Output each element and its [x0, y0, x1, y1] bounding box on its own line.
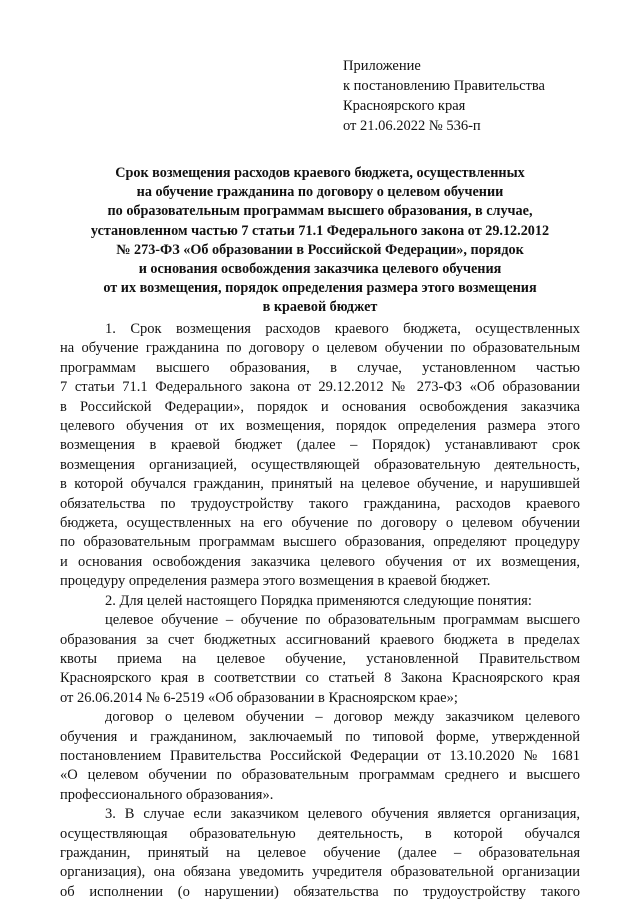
body-line: и основания освобождения заказчика целевого обучения от их возмещения, [60, 553, 580, 570]
appendix-line: к постановлению Правительства [343, 78, 545, 94]
paragraph-3 [60, 611, 580, 708]
title-line: в краевой бюджет [262, 299, 378, 316]
body-line: процедуру определения размера этого возмещения в краевой бюджет. [60, 573, 491, 590]
body-line: на обучение гражданина по договору о целевом обучении по образовательным [60, 340, 580, 357]
paragraph-2 [60, 592, 580, 611]
body-line: 3. В случае если заказчиком целевого обучения является организация, [105, 806, 580, 823]
appendix-line: Красноярского края [343, 98, 466, 114]
title-line: по образовательным программам высшего образования, в случае, [107, 203, 533, 220]
body-line: в Российской Федерации», порядок и основания освобождения заказчика [60, 398, 580, 415]
paragraph-1 [60, 320, 580, 592]
title-line: от их возмещения, порядок определения размера этого возмещения [103, 280, 537, 297]
title-line: установленном частью 7 статьи 71.1 Федерального закона от 29.12.2012 [90, 222, 550, 239]
body-line: осуществляющая образовательную деятельность, в которой обучался [60, 825, 580, 842]
body-line: организация), она обязана уведомить учредителя образовательной организации [60, 864, 580, 881]
body-line: 1. Срок возмещения расходов краевого бюджета, осуществленных [105, 321, 580, 337]
appendix-line: от 21.06.2022 № 536-п [343, 118, 481, 134]
body-line: программам высшего образования, в случае, установленном частью [60, 359, 580, 376]
document-title [60, 164, 580, 318]
body-line: 7 статьи 71.1 Федерального закона от 29.12.2012 № 273-ФЗ «Об образовании [60, 379, 580, 396]
title-line: на обучение гражданина по договору о целевом обучении [136, 184, 504, 201]
body-line: бюджета, осуществленных на его обучение по договору о целевом обучении [60, 515, 580, 532]
body-line: возмещения в краевой бюджет (далее – Порядок) устанавливают срок [60, 437, 580, 454]
title-line: и основания освобождения заказчика целевого обучения [138, 261, 502, 278]
body-line: целевого обучения от их возмещения, порядок определения размера этого [60, 418, 580, 435]
body-line: обязательства по трудоустройству такого гражданина, расходов краевого [60, 495, 580, 512]
body-line: образования за счет бюджетных ассигнований краевого бюджета в пределах [60, 631, 580, 648]
body-line: постановлением Правительства Российской Федерации от 13.10.2020 № 1681 [60, 747, 580, 764]
body-line: договор о целевом обучении – договор между заказчиком целевого [105, 709, 580, 726]
body-line: от 26.06.2014 № 6-2519 «Об образовании в Красноярском крае»; [60, 689, 458, 706]
body-line: квоты приема на целевое обучение, установленной Правительством [60, 650, 580, 667]
title-line: № 273-ФЗ «Об образовании в Российской Федерации», порядок [116, 241, 524, 258]
body-line: 2. Для целей настоящего Порядка применяются следующие понятия: [105, 592, 532, 609]
body-line: гражданин, принятый на целевое обучение (далее – образовательная [60, 844, 580, 861]
body-line: Красноярского края в соответствии со статьей 8 Закона Красноярского края [60, 670, 580, 687]
appendix-block [343, 56, 603, 136]
body-line: по образовательным программам высшего образования, определяют процедуру [60, 534, 580, 551]
paragraph-5 [60, 805, 580, 902]
paragraph-4 [60, 708, 580, 805]
body-line: об исполнении (о нарушении) обязательства по трудоустройству такого [60, 883, 580, 900]
body-line: «О целевом обучении по образовательным программам среднего и высшего [60, 767, 580, 784]
body-line: целевое обучение – обучение по образовательным программам высшего [105, 612, 580, 629]
body-line: возмещения организацией, осуществляющей образовательную деятельность, [60, 456, 580, 473]
title-line: Срок возмещения расходов краевого бюджета, осуществленных [115, 165, 525, 181]
body-line: профессионального образования». [60, 786, 274, 803]
document-body [60, 320, 580, 902]
appendix-line: Приложение [343, 58, 421, 74]
body-line: обучения и гражданином, заключаемый по типовой форме, утвержденной [60, 728, 580, 745]
body-line: в которой обучался гражданин, принятый на целевое обучение, и нарушившей [60, 476, 580, 493]
